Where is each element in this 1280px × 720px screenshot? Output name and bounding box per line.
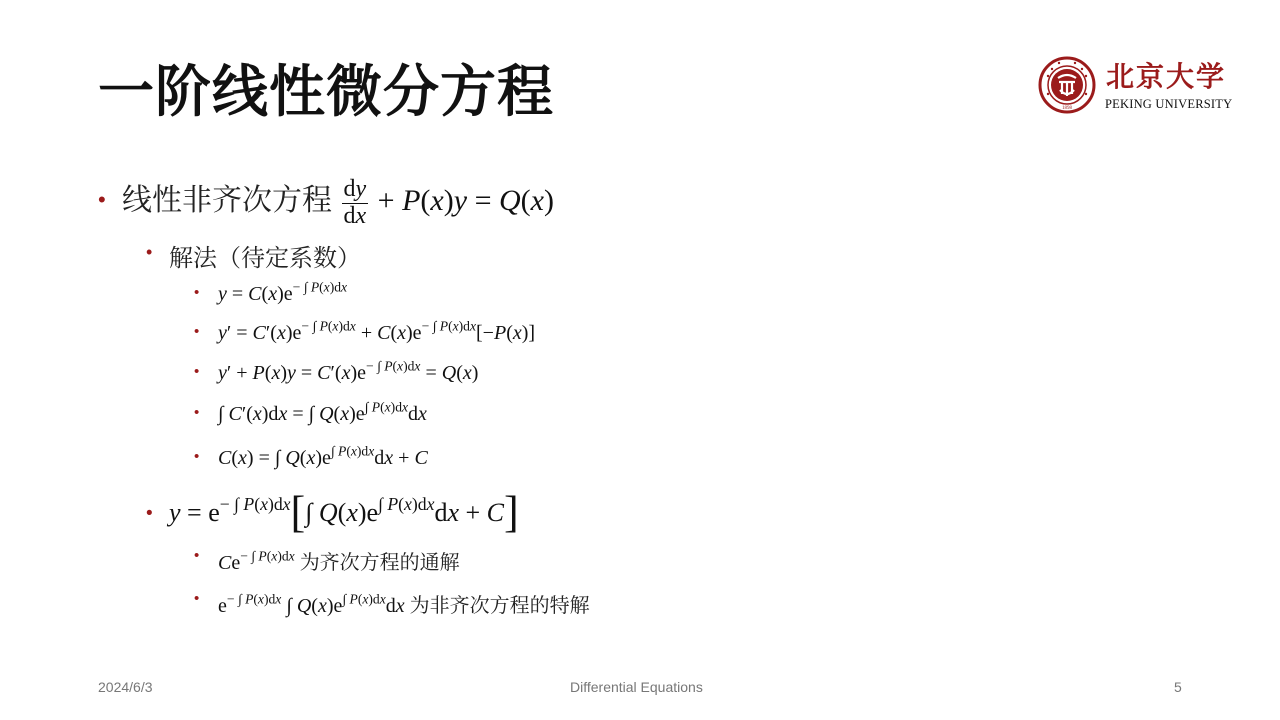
equation: C(x) = ∫ $Q(x)e^{\int P(x)dx}dx + C$ <box>218 443 428 469</box>
equation: $e^{- \int P(x)dx}$ ∫ $Q(x)e^{\int P(x)dx}dx$ <box>218 591 405 617</box>
footer-page-number: 5 <box>1174 679 1182 695</box>
equation: $y' = C'(x)e^{- \int P(x)dx} + C(x)e^{- \int P(x)dx}[-P(x)]$ <box>218 318 536 344</box>
bullet-text: 解法（待定系数） <box>169 244 361 272</box>
equation: $y = C(x)e^{- \int P(x)dx}$ <box>218 279 348 305</box>
note-text: 为齐次方程的通解 <box>299 550 460 574</box>
bullet-dot: • <box>98 187 106 212</box>
logo-name-en: PEKING UNIVERSITY <box>1105 97 1233 111</box>
bullet-dot: • <box>194 590 200 607</box>
logo-name-zh: 北京大学 <box>1106 60 1227 93</box>
footer-date: 2024/6/3 <box>98 679 153 695</box>
equation: ∫ C′(x)dx = ∫ $Q(x)e^{\int P(x)dx}dx$ <box>218 399 427 425</box>
svg-text:1898: 1898 <box>1062 106 1072 111</box>
bullet-dot: • <box>146 242 153 262</box>
equation: $Ce^{- \int P(x)dx}$ <box>218 548 295 574</box>
equation: $y = e^{- \int P(x)dx}[\int$ $Q(x)e^{\int P(x)dx}dx + C$] <box>169 487 519 537</box>
bullet-dot: • <box>146 503 153 524</box>
bullet-dot: • <box>194 323 200 340</box>
bullet-dot: • <box>194 363 200 380</box>
equation: $y' + P(x)y = C'(x)e^{- \int P(x)dx} = Q(x)$ <box>218 358 479 384</box>
bullet-dot: • <box>194 547 200 564</box>
note-text: 为非齐次方程的特解 <box>409 593 590 617</box>
bullet-dot: • <box>194 284 200 301</box>
pku-seal-icon <box>1038 56 1096 114</box>
university-logo <box>1038 56 1248 116</box>
bullet-text: 线性非齐次方程 <box>122 183 332 218</box>
bullet-dot: • <box>194 404 200 421</box>
slide-title: 一阶线性微分方程 <box>98 59 554 125</box>
bullet-dot: • <box>194 448 200 465</box>
footer-course: Differential Equations <box>570 679 703 695</box>
equation-main: $\frac{dy}{dx}$ + P(x)y = Q(x) <box>343 176 554 229</box>
